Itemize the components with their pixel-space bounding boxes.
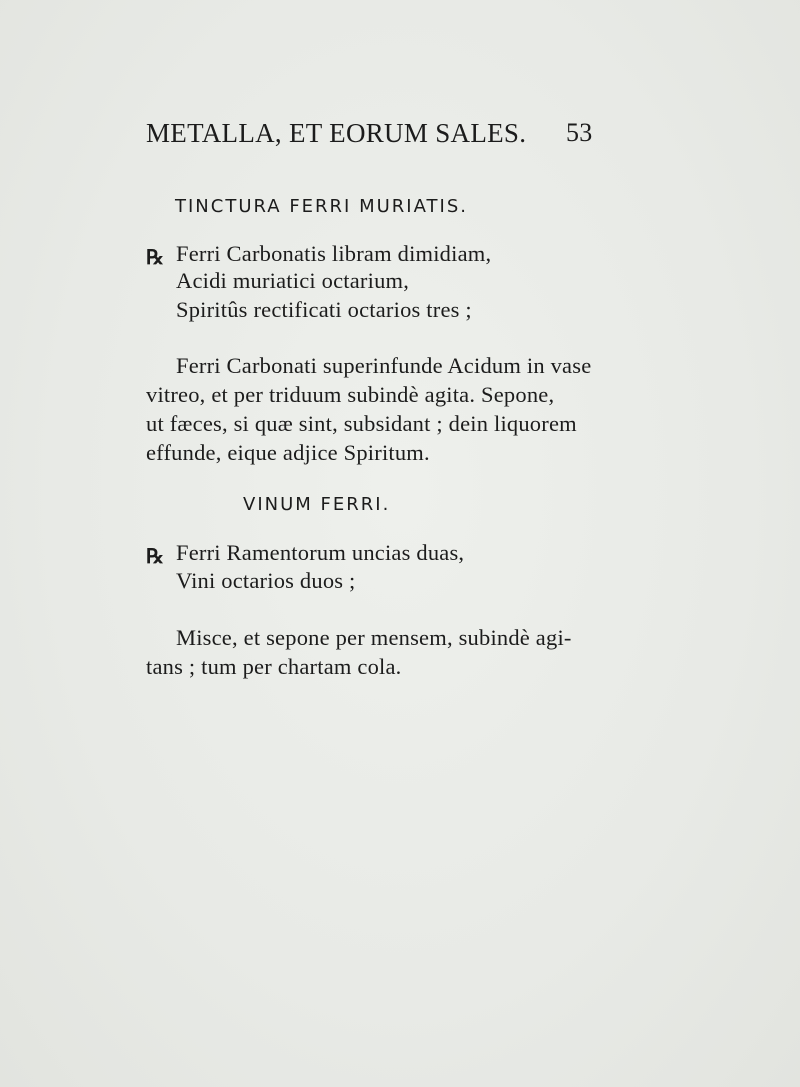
running-header-title: METALLA, ET EORUM SALES. — [146, 118, 527, 148]
instruction-line: tans ; tum per chartam cola. — [146, 654, 402, 679]
ingredient-line: Acidi muriatici octarium, — [176, 268, 410, 293]
recipe-symbol: ℞ — [146, 247, 164, 269]
instruction-line: effunde, eique adjice Spiritum. — [146, 440, 430, 465]
instruction-line: Ferri Carbonati superinfunde Acidum in vase — [176, 353, 592, 378]
ingredient-line: Vini octarios duos ; — [176, 568, 356, 593]
page-number: 53 — [566, 118, 593, 147]
section-title-vinum-ferri: VINUM FERRI. — [243, 494, 391, 515]
ingredient-line: Ferri Carbonatis libram dimidiam, — [176, 241, 492, 266]
section-title-tinctura-ferri-muriatis: TINCTURA FERRI MURIATIS. — [175, 196, 468, 217]
recipe-symbol: ℞ — [146, 546, 164, 568]
ingredient-line: Ferri Ramentorum uncias duas, — [176, 540, 465, 565]
instruction-line: vitreo, et per triduum subindè agita. Sepone, — [146, 382, 555, 407]
ingredient-line: Spiritûs rectificati octarios tres ; — [176, 297, 472, 322]
instruction-line: ut fæces, si quæ sint, subsidant ; dein liquorem — [146, 411, 577, 436]
instruction-line: Misce, et sepone per mensem, subindè agi- — [176, 625, 572, 650]
